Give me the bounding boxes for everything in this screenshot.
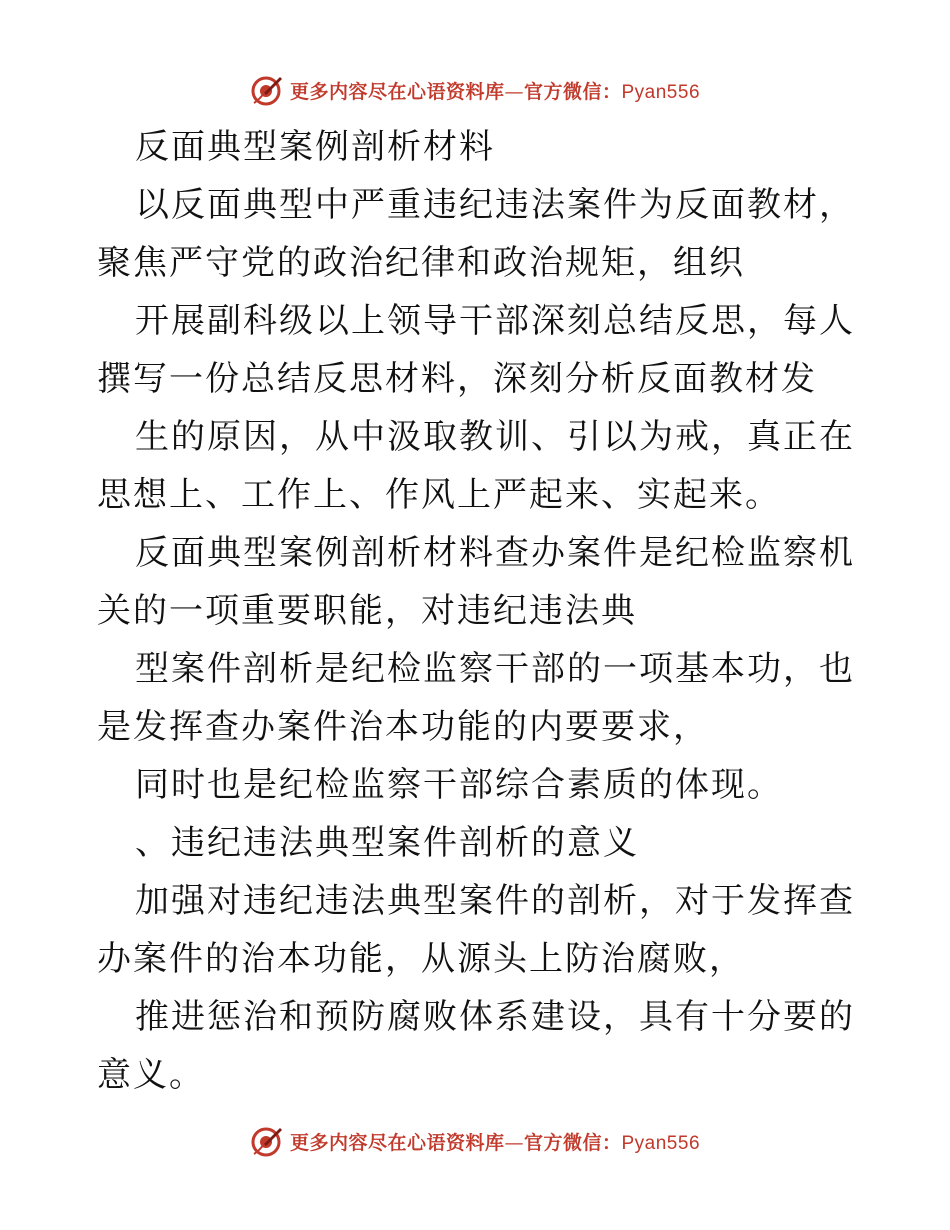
header-banner-id: Pyan556 [621, 81, 701, 103]
header-banner-title: 更多内容尽在心语资料库 [289, 80, 505, 103]
paragraph: 生的原因，从中汲取教训、引以为戒，真正在思想上、工作上、作风上严起来、实起来。 [97, 417, 855, 515]
document-body [97, 118, 857, 1104]
footer-banner-wechat: 官方微信： [523, 1131, 622, 1154]
paragraph: 同时也是纪检监察干部综合素质的体现。 [135, 765, 783, 805]
paragraph: 型案件剖析是纪检监察干部的一项基本功，也是发挥查办案件治本功能的内要要求， [97, 649, 855, 747]
footer-banner-text [290, 1128, 700, 1155]
paragraph: 开展副科级以上领导干部深刻总结反思，每人撰写一份总结反思材料，深刻分析反面教材发 [97, 301, 855, 399]
header-banner [0, 70, 950, 110]
pen-logo-icon [250, 73, 284, 107]
paragraph: 反面典型案例剖析材料查办案件是纪检监察机关的一项重要职能，对违纪违法典 [97, 533, 855, 631]
footer-banner [0, 1121, 950, 1161]
footer-banner-id: Pyan556 [621, 1132, 701, 1154]
paragraph: 以反面典型中严重违纪违法案件为反面教材，聚焦严守党的政治纪律和政治规矩，组织 [97, 185, 855, 283]
header-banner-dash: — [504, 80, 524, 103]
footer-banner-dash: — [504, 1131, 524, 1154]
footer-banner-title: 更多内容尽在心语资料库 [289, 1131, 505, 1154]
paragraph-heading: 、违纪违法典型案件剖析的意义 [135, 823, 639, 863]
pen-logo-icon [250, 1124, 284, 1158]
paragraph: 推进惩治和预防腐败体系建设，具有十分要的意义。 [97, 997, 855, 1095]
header-banner-wechat: 官方微信： [523, 80, 622, 103]
paragraph: 加强对违纪违法典型案件的剖析，对于发挥查办案件的治本功能，从源头上防治腐败， [97, 881, 855, 979]
paragraph-title: 反面典型案例剖析材料 [135, 127, 495, 167]
header-banner-text [290, 77, 700, 104]
